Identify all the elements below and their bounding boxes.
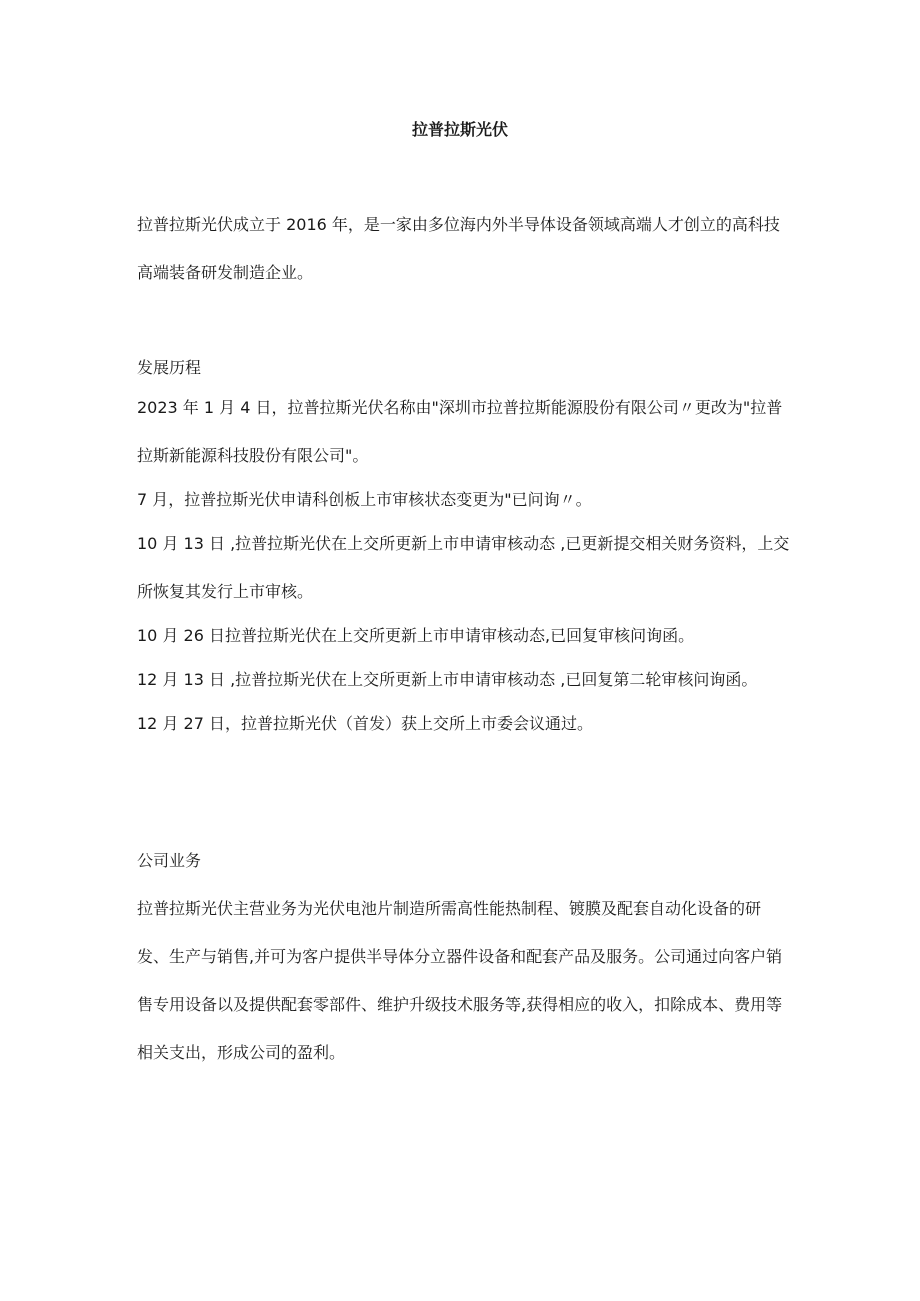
history-item: 7 月，拉普拉斯光伏申请科创板上市审核状态变更为"已问询〃。	[137, 490, 592, 509]
intro-paragraph: 拉普拉斯光伏成立于 2016 年，是一家由多位海内外半导体设备领域高端人才创立的高科技高端装备研发制造企业。	[137, 215, 780, 282]
business-section	[137, 849, 792, 1077]
business-paragraph: 拉普拉斯光伏主营业务为光伏电池片制造所需高性能热制程、镀膜及配套自动化设备的研发、生产与销售,并可为客户提供半导体分立器件设备和配套产品及服务。公司通过向客户销售专用设备以及提供配套零部件、维护升级技术服务等,获得相应的收入，扣除成本、费用等相关支出，形成公司的盈利。	[137, 899, 783, 1062]
history-list	[137, 384, 792, 748]
history-item: 12 月 13 日 ,拉普拉斯光伏在上交所更新上市申请审核动态 ,已回复第二轮审核问询函。	[137, 670, 758, 689]
business-heading: 公司业务	[137, 851, 202, 870]
history-item: 2023 年 1 月 4 日，拉普拉斯光伏名称由"深圳市拉普拉斯能源股份有限公司〃更改为"拉普拉斯新能源科技股份有限公司"。	[137, 398, 783, 465]
document-body	[137, 209, 792, 1062]
history-heading: 发展历程	[137, 358, 202, 377]
history-item: 10 月 13 日 ,拉普拉斯光伏在上交所更新上市申请审核动态 ,已更新提交相关财务资料，上交所恢复其发行上市审核。	[137, 534, 790, 601]
history-item: 12 月 27 日，拉普拉斯光伏（首发）获上交所上市委会议通过。	[137, 714, 593, 733]
document-title: 拉普拉斯光伏	[411, 120, 508, 139]
history-item: 10 月 26 日拉普拉斯光伏在上交所更新上市申请审核动态,已回复审核问询函。	[137, 626, 695, 645]
history-section	[137, 356, 792, 748]
